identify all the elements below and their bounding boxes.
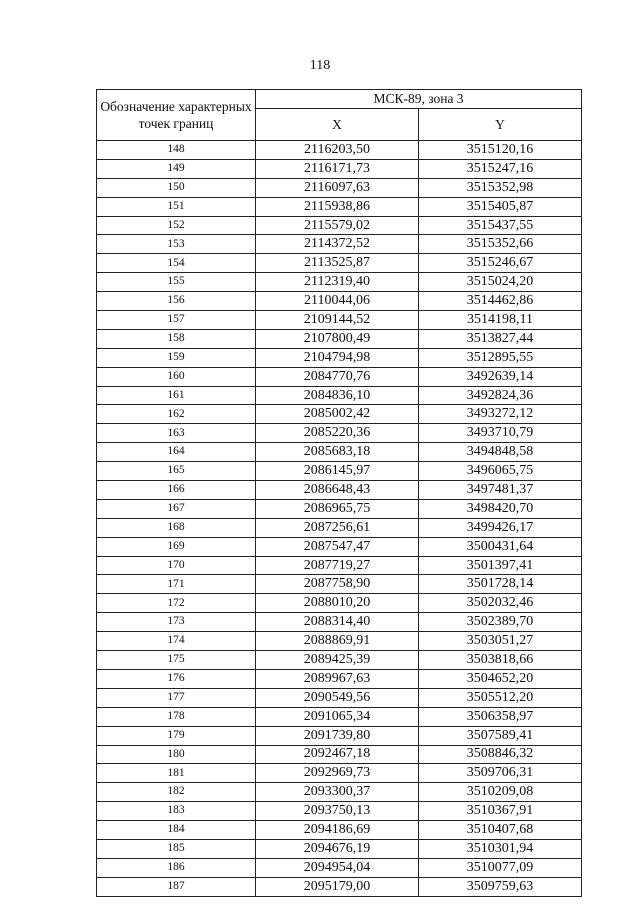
- point-number-cell: 162: [97, 405, 256, 424]
- point-number-cell: 174: [97, 632, 256, 651]
- y-coordinate-cell: 3500431,64: [419, 537, 582, 556]
- y-coordinate-cell: 3493272,12: [419, 405, 582, 424]
- point-number-cell: 156: [97, 292, 256, 311]
- table-row: [97, 405, 582, 424]
- y-coordinate-cell: 3493710,79: [419, 424, 582, 443]
- table-body: [97, 141, 582, 897]
- point-number-cell: 157: [97, 311, 256, 330]
- x-coordinate-cell: 2086145,97: [256, 462, 419, 481]
- y-coordinate-cell: 3502032,46: [419, 594, 582, 613]
- point-number-cell: 182: [97, 783, 256, 802]
- point-number-cell: 180: [97, 745, 256, 764]
- table-row: [97, 481, 582, 500]
- table-row: [97, 632, 582, 651]
- x-coordinate-cell: 2114372,52: [256, 235, 419, 254]
- y-coordinate-cell: 3509706,31: [419, 764, 582, 783]
- y-coordinate-cell: 3515024,20: [419, 273, 582, 292]
- point-number-cell: 158: [97, 329, 256, 348]
- table-row: [97, 292, 582, 311]
- table-row: [97, 726, 582, 745]
- point-number-cell: 161: [97, 386, 256, 405]
- table-row: [97, 858, 582, 877]
- table-row: [97, 386, 582, 405]
- x-coordinate-cell: 2093750,13: [256, 802, 419, 821]
- point-number-cell: 185: [97, 839, 256, 858]
- x-coordinate-cell: 2084770,76: [256, 367, 419, 386]
- x-coordinate-cell: 2115579,02: [256, 216, 419, 235]
- x-coordinate-cell: 2086965,75: [256, 499, 419, 518]
- point-number-cell: 153: [97, 235, 256, 254]
- y-coordinate-cell: 3515246,67: [419, 254, 582, 273]
- x-coordinate-cell: 2084836,10: [256, 386, 419, 405]
- table-row: [97, 311, 582, 330]
- y-coordinate-cell: 3503818,66: [419, 651, 582, 670]
- x-column-header: X: [256, 109, 419, 141]
- y-coordinate-cell: 3501728,14: [419, 575, 582, 594]
- table-row: [97, 499, 582, 518]
- y-coordinate-cell: 3496065,75: [419, 462, 582, 481]
- x-coordinate-cell: 2086648,43: [256, 481, 419, 500]
- x-coordinate-cell: 2089425,39: [256, 651, 419, 670]
- table-row: [97, 197, 582, 216]
- point-number-cell: 181: [97, 764, 256, 783]
- table-row: [97, 367, 582, 386]
- table-row: [97, 556, 582, 575]
- point-number-cell: 183: [97, 802, 256, 821]
- point-number-cell: 179: [97, 726, 256, 745]
- point-number-cell: 159: [97, 348, 256, 367]
- table-row: [97, 518, 582, 537]
- x-coordinate-cell: 2116203,50: [256, 141, 419, 160]
- y-coordinate-cell: 3498420,70: [419, 499, 582, 518]
- table-row: [97, 235, 582, 254]
- point-number-cell: 184: [97, 821, 256, 840]
- table-row: [97, 613, 582, 632]
- coordinates-table: [96, 89, 582, 897]
- point-number-cell: 152: [97, 216, 256, 235]
- table-row: [97, 329, 582, 348]
- y-coordinate-cell: 3504652,20: [419, 669, 582, 688]
- x-coordinate-cell: 2090549,56: [256, 688, 419, 707]
- y-coordinate-cell: 3492639,14: [419, 367, 582, 386]
- y-coordinate-cell: 3507589,41: [419, 726, 582, 745]
- table-row: [97, 802, 582, 821]
- y-column-header: Y: [419, 109, 582, 141]
- table-row: [97, 764, 582, 783]
- y-coordinate-cell: 3510367,91: [419, 802, 582, 821]
- x-coordinate-cell: 2088010,20: [256, 594, 419, 613]
- table-row: [97, 877, 582, 896]
- x-coordinate-cell: 2092467,18: [256, 745, 419, 764]
- point-number-cell: 154: [97, 254, 256, 273]
- y-coordinate-cell: 3503051,27: [419, 632, 582, 651]
- point-number-cell: 166: [97, 481, 256, 500]
- table-row: [97, 273, 582, 292]
- y-coordinate-cell: 3501397,41: [419, 556, 582, 575]
- point-label-header: Обозначение характерных точек границ: [97, 90, 256, 141]
- table-row: [97, 821, 582, 840]
- table-row: [97, 839, 582, 858]
- point-number-cell: 177: [97, 688, 256, 707]
- y-coordinate-cell: 3515437,55: [419, 216, 582, 235]
- y-coordinate-cell: 3514462,86: [419, 292, 582, 311]
- x-coordinate-cell: 2088869,91: [256, 632, 419, 651]
- table-row: [97, 462, 582, 481]
- x-coordinate-cell: 2109144,52: [256, 311, 419, 330]
- y-coordinate-cell: 3515120,16: [419, 141, 582, 160]
- x-coordinate-cell: 2113525,87: [256, 254, 419, 273]
- y-coordinate-cell: 3497481,37: [419, 481, 582, 500]
- x-coordinate-cell: 2088314,40: [256, 613, 419, 632]
- table-row: [97, 745, 582, 764]
- point-number-cell: 176: [97, 669, 256, 688]
- point-number-cell: 163: [97, 424, 256, 443]
- y-coordinate-cell: 3515405,87: [419, 197, 582, 216]
- table-row: [97, 707, 582, 726]
- x-coordinate-cell: 2087719,27: [256, 556, 419, 575]
- x-coordinate-cell: 2116171,73: [256, 159, 419, 178]
- y-coordinate-cell: 3494848,58: [419, 443, 582, 462]
- table-row: [97, 594, 582, 613]
- table-header-row: [97, 90, 582, 109]
- point-number-cell: 178: [97, 707, 256, 726]
- table-row: [97, 141, 582, 160]
- x-coordinate-cell: 2093300,37: [256, 783, 419, 802]
- point-number-cell: 169: [97, 537, 256, 556]
- y-coordinate-cell: 3515247,16: [419, 159, 582, 178]
- x-coordinate-cell: 2089967,63: [256, 669, 419, 688]
- table-row: [97, 216, 582, 235]
- y-coordinate-cell: 3515352,66: [419, 235, 582, 254]
- y-coordinate-cell: 3508846,32: [419, 745, 582, 764]
- y-coordinate-cell: 3510209,08: [419, 783, 582, 802]
- table-row: [97, 651, 582, 670]
- y-coordinate-cell: 3510301,94: [419, 839, 582, 858]
- table-row: [97, 575, 582, 594]
- y-coordinate-cell: 3515352,98: [419, 178, 582, 197]
- point-number-cell: 151: [97, 197, 256, 216]
- table-row: [97, 424, 582, 443]
- point-number-cell: 175: [97, 651, 256, 670]
- y-coordinate-cell: 3502389,70: [419, 613, 582, 632]
- point-number-cell: 186: [97, 858, 256, 877]
- x-coordinate-cell: 2104794,98: [256, 348, 419, 367]
- x-coordinate-cell: 2115938,86: [256, 197, 419, 216]
- page-number: 118: [309, 58, 331, 73]
- point-number-cell: 170: [97, 556, 256, 575]
- point-number-cell: 173: [97, 613, 256, 632]
- x-coordinate-cell: 2087758,90: [256, 575, 419, 594]
- x-coordinate-cell: 2092969,73: [256, 764, 419, 783]
- point-number-cell: 160: [97, 367, 256, 386]
- table-row: [97, 537, 582, 556]
- y-coordinate-cell: 3512895,55: [419, 348, 582, 367]
- x-coordinate-cell: 2094186,69: [256, 821, 419, 840]
- point-number-cell: 172: [97, 594, 256, 613]
- coordinate-system-header: МСК-89, зона 3: [256, 90, 582, 109]
- table-row: [97, 443, 582, 462]
- x-coordinate-cell: 2085220,36: [256, 424, 419, 443]
- y-coordinate-cell: 3513827,44: [419, 329, 582, 348]
- point-number-cell: 187: [97, 877, 256, 896]
- x-coordinate-cell: 2087256,61: [256, 518, 419, 537]
- point-number-cell: 171: [97, 575, 256, 594]
- table-row: [97, 159, 582, 178]
- point-number-cell: 167: [97, 499, 256, 518]
- point-number-cell: 168: [97, 518, 256, 537]
- y-coordinate-cell: 3505512,20: [419, 688, 582, 707]
- y-coordinate-cell: 3492824,36: [419, 386, 582, 405]
- x-coordinate-cell: 2091065,34: [256, 707, 419, 726]
- table-row: [97, 178, 582, 197]
- table-row: [97, 688, 582, 707]
- y-coordinate-cell: 3506358,97: [419, 707, 582, 726]
- x-coordinate-cell: 2095179,00: [256, 877, 419, 896]
- x-coordinate-cell: 2094954,04: [256, 858, 419, 877]
- x-coordinate-cell: 2107800,49: [256, 329, 419, 348]
- y-coordinate-cell: 3509759,63: [419, 877, 582, 896]
- table-row: [97, 669, 582, 688]
- point-number-cell: 149: [97, 159, 256, 178]
- table-row: [97, 783, 582, 802]
- x-coordinate-cell: 2112319,40: [256, 273, 419, 292]
- x-coordinate-cell: 2085002,42: [256, 405, 419, 424]
- y-coordinate-cell: 3510077,09: [419, 858, 582, 877]
- y-coordinate-cell: 3510407,68: [419, 821, 582, 840]
- x-coordinate-cell: 2091739,80: [256, 726, 419, 745]
- x-coordinate-cell: 2094676,19: [256, 839, 419, 858]
- x-coordinate-cell: 2085683,18: [256, 443, 419, 462]
- point-number-cell: 155: [97, 273, 256, 292]
- table-row: [97, 254, 582, 273]
- x-coordinate-cell: 2116097,63: [256, 178, 419, 197]
- y-coordinate-cell: 3499426,17: [419, 518, 582, 537]
- x-coordinate-cell: 2110044,06: [256, 292, 419, 311]
- y-coordinate-cell: 3514198,11: [419, 311, 582, 330]
- point-number-cell: 148: [97, 141, 256, 160]
- point-number-cell: 165: [97, 462, 256, 481]
- point-number-cell: 150: [97, 178, 256, 197]
- x-coordinate-cell: 2087547,47: [256, 537, 419, 556]
- table-row: [97, 348, 582, 367]
- point-number-cell: 164: [97, 443, 256, 462]
